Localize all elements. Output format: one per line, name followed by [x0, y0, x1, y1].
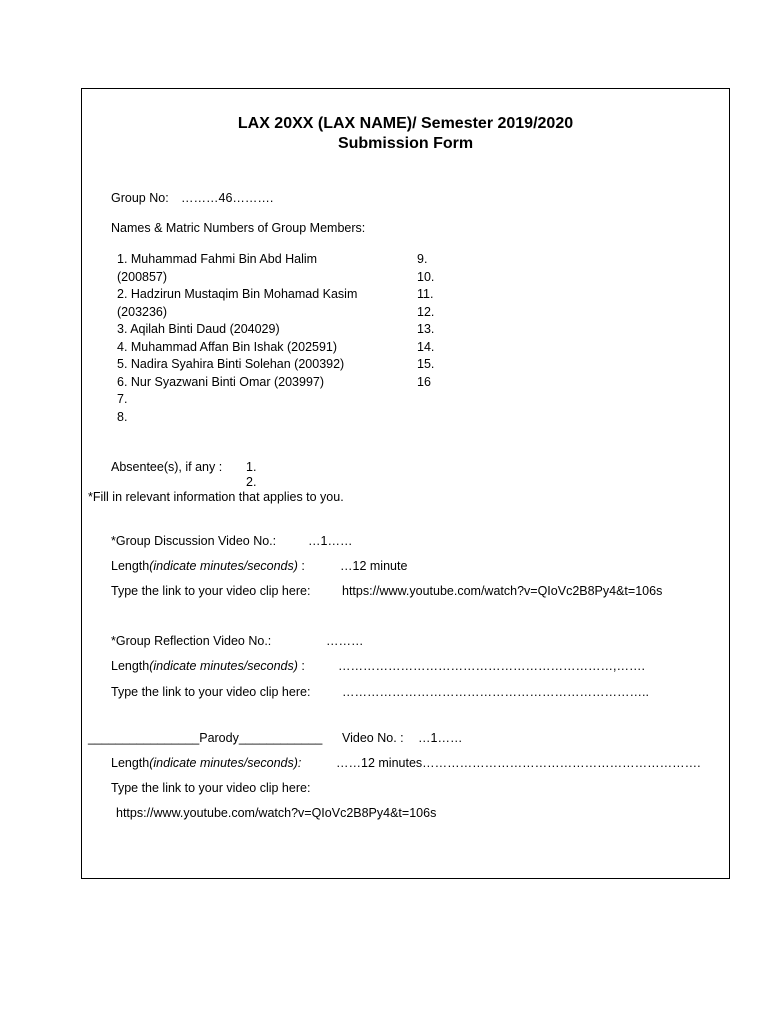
members-heading: Names & Matric Numbers of Group Members:	[111, 221, 366, 235]
group-reflection-length: Length(indicate minutes/seconds) :	[111, 659, 305, 673]
member-entry: 14.	[417, 339, 435, 354]
parody-video-number: …1……	[418, 731, 463, 745]
member-entry: (203236)	[117, 304, 168, 319]
parody-link-label: Type the link to your video clip here:	[111, 781, 311, 795]
member-entry: 6. Nur Syazwani Binti Omar (203997)	[117, 374, 325, 389]
member-entry: 8.	[117, 409, 128, 424]
member-entry: 13.	[417, 322, 435, 336]
group-reflection-link-label: Type the link to your video clip here:	[111, 685, 311, 699]
member-entry: 2. Hadzirun Mustaqim Bin Mohamad Kasim	[117, 287, 358, 301]
absentee-item: 1.	[246, 460, 257, 474]
group-discussion-link: https://www.youtube.com/watch?v=QIoVc2B8Py4&t=106s	[342, 584, 663, 598]
group-discussion-length: Length(indicate minutes/seconds) :	[111, 559, 305, 573]
absentee-item: 2.	[246, 475, 257, 489]
group-discussion-link-label: Type the link to your video clip here:	[111, 584, 311, 598]
parody-video-label: Video No. :	[342, 731, 404, 745]
member-entry: 11.	[417, 287, 434, 301]
group-discussion-heading: *Group Discussion Video No.:	[111, 534, 277, 548]
form-title: LAX 20XX (LAX NAME)/ Semester 2019/2020	[237, 115, 574, 132]
member-entry: 15.	[417, 357, 435, 371]
member-entry: 1. Muhammad Fahmi Bin Abd Halim	[117, 252, 318, 266]
parody-link: https://www.youtube.com/watch?v=QIoVc2B8Py4&t=106s	[116, 806, 437, 820]
member-entry: 4. Muhammad Affan Bin Ishak (202591)	[117, 339, 338, 354]
parody-heading: ________________Parody____________	[88, 731, 323, 745]
parody-length-value: ……12 minutes………………………………………………………….	[336, 756, 701, 770]
group-number-label: Group No:	[111, 191, 169, 205]
member-entry: 10.	[417, 269, 435, 284]
member-entry: (200857)	[117, 269, 168, 284]
group-reflection-heading: *Group Reflection Video No.:	[111, 634, 272, 648]
member-entry: 16	[417, 374, 431, 389]
instruction-note: *Fill in relevant information that applies to you.	[88, 490, 344, 504]
group-reflection-length-value: …………………………………………………………,…….	[338, 659, 645, 673]
group-discussion-number: …1……	[308, 534, 353, 548]
member-entry: 5. Nadira Syahira Binti Solehan (200392)	[117, 357, 345, 371]
member-entry: 9.	[417, 252, 428, 266]
parody-length: Length(indicate minutes/seconds):	[111, 756, 302, 770]
absentee-label: Absentee(s), if any :	[111, 460, 223, 474]
member-entry: 3. Aqilah Binti Daud (204029)	[117, 322, 280, 336]
group-discussion-length-value: …12 minute	[340, 559, 408, 573]
form-subtitle: Submission Form	[337, 135, 474, 152]
group-reflection-number: ………	[326, 634, 364, 648]
group-reflection-link: ………………………………………………………………..	[342, 685, 649, 699]
group-number-value: ………46……….	[181, 191, 274, 205]
member-entry: 12.	[417, 304, 435, 319]
member-entry: 7.	[117, 392, 128, 406]
